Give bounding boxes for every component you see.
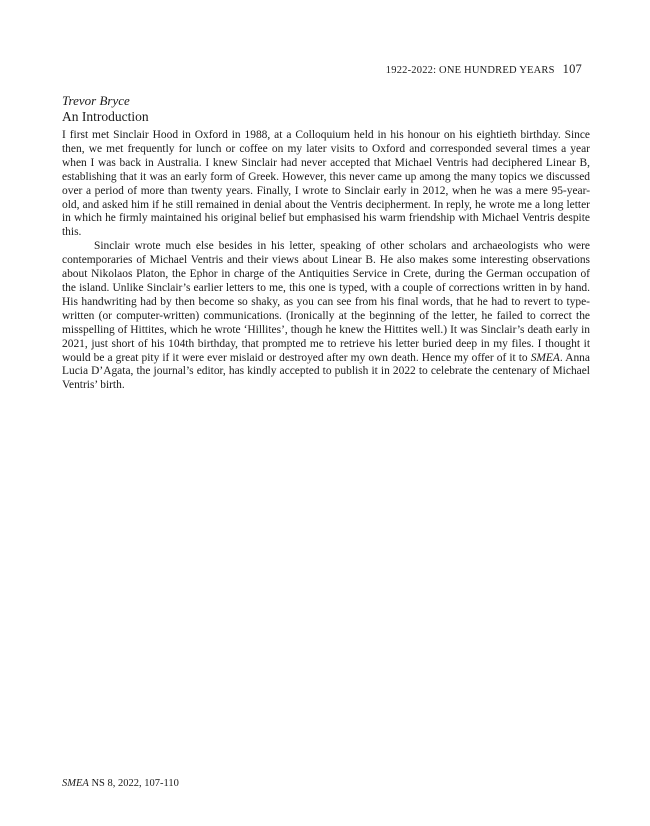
page-footer — [62, 778, 179, 789]
page-number: 107 — [562, 62, 582, 76]
footer-citation: NS 8, 2022, 107-110 — [88, 778, 179, 789]
article-body — [62, 129, 590, 393]
section-title: An Introduction — [62, 109, 149, 124]
paragraph-1: I first met Sinclair Hood in Oxford in 1988, at a Colloquium held in his honour on his eightieth birthday. Since then, we met frequently for lunch or coffee on my later visits to Oxford and corresponded several times a year when I was back in Australia. I knew Sinclair had never accepted that Michael Ventris had deciphered Linear B, establishing that it was an early form of Greek. However, this never came up among the many topics we discussed over a period of more than twenty years. Finally, I wrote to Sinclair early in 2012, when he was a mere 95-year-old, and asked him if he still remained in denial about the Ventris decipherment. In reply, he wrote me a long letter in which he firmly maintained his original belief but emphasised his warm friendship with Michael Ventris despite this. — [62, 129, 590, 239]
footer-journal: SMEA — [62, 778, 89, 789]
author-name: Trevor Bryce — [62, 93, 130, 108]
paragraph-2 — [62, 240, 590, 393]
paragraph-2-text-a: Sinclair wrote much else besides in his letter, speaking of other scholars and archaeologists who were contemporaries of Michael Ventris and their views about Linear B. He also makes some interesting observations about Nikolaos Platon, the Ephor in charge of the Antiquities Service in Crete, during the German occupation of the island. Unlike Sinclair’s earlier letters to me, this one is typed, with a couple of corrections written in by hand. His handwriting had by then become so shaky, as you can see from his final words, that he had to revert to type-written (or computer-written) communications. (Ironically at the beginning of the letter, he failed to correct the misspelling of Hittites, which he wrote ‘Hillites’, though he knew the Hittites well.) It was Sinclair’s death early in 2021, just short of his 104th birthday, that prompted me to retrieve his letter buried deep in my files. I thought it would be a great pity if it were ever mislaid or destroyed after my own death. Hence my offer of it to — [62, 240, 590, 364]
running-title: 1922-2022: ONE HUNDRED YEARS — [385, 65, 555, 76]
journal-name: SMEA — [530, 351, 560, 364]
running-header — [386, 62, 582, 77]
paragraph-2-text-b: . Anna Lucia D’Agata, the journal’s editor, has kindly accepted to publish it in 2022 to celebrate the centenary of Michael Ventris’ birth. — [62, 351, 590, 392]
